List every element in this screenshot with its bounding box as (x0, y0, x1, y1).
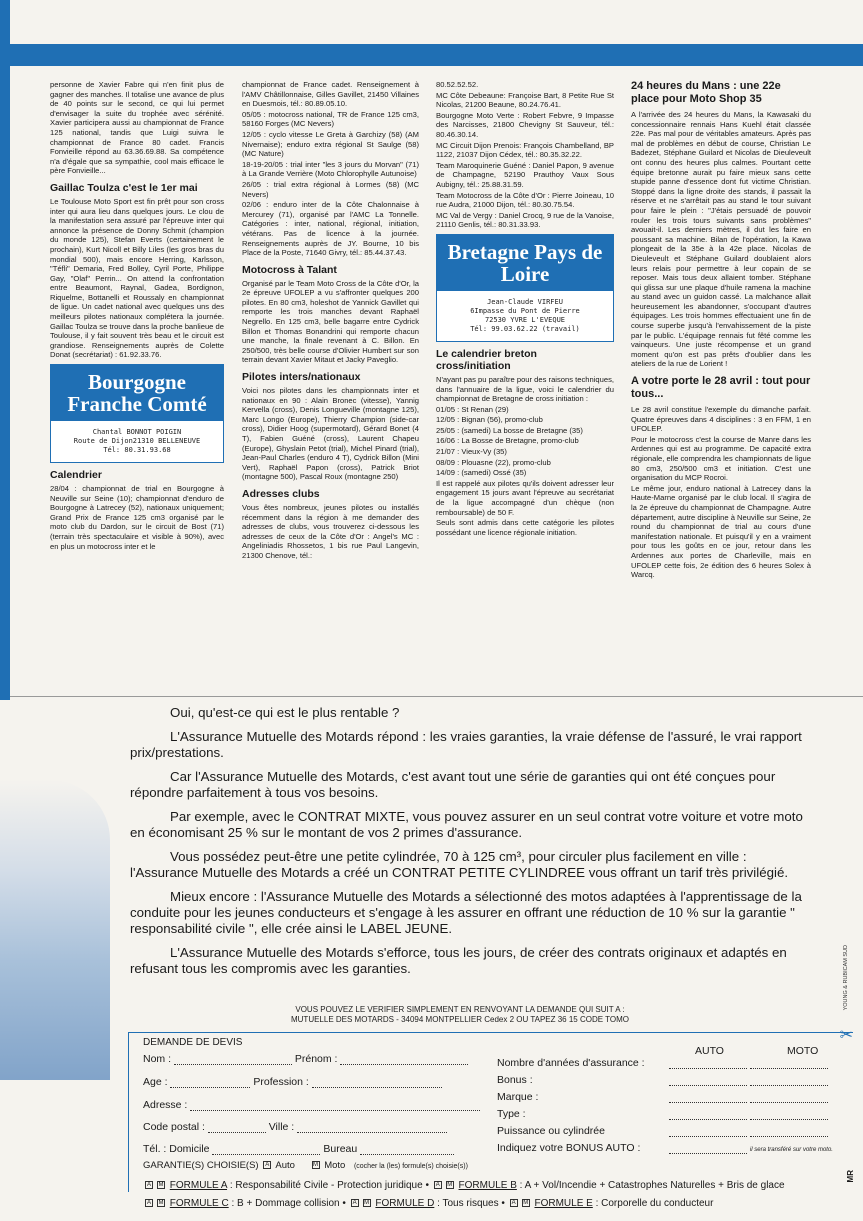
prenom-field[interactable] (340, 1055, 468, 1065)
code-postal-field[interactable] (208, 1123, 266, 1133)
ville-field[interactable] (297, 1123, 447, 1133)
ad-paragraph: Mieux encore : l'Assurance Mutuelle des Motards a sélectionné des motos adaptées à l'apprentissage de la conduite pour les jeunes conducteurs et s'engage à les assurer en offrant une réduction de 10 % sur la garantie " responsabilité civile ", elle crée ainsi le LABEL JEUNE. (130, 889, 802, 936)
bonus-auto-label: Indiquez votre BONUS AUTO : (497, 1142, 641, 1154)
formule-e-desc: : Corporelle du conducteur (595, 1198, 714, 1209)
col-moto-label: MOTO (787, 1045, 819, 1057)
verify-line: MUTUELLE DES MOTARDS - 34094 MONTPELLIER Cedex 2 OU TAPEZ 36 15 CODE TOMO (290, 1015, 630, 1024)
verify-notice (200, 1005, 720, 1025)
paragraph: Team Maroquinerie Guéné : Daniel Papon, 9 avenue de Champagne, 52190 Prauthoy Vaux Sous Aubigny, tél.: 25.88.31.59. (436, 160, 614, 189)
contact-line: 72530 YVRE L'EVEQUE (484, 315, 566, 324)
top-color-band (10, 44, 863, 66)
profession-label: Profession : (253, 1076, 309, 1088)
calendar-entry: 25/05 : (samedi) La bosse de Bretagne (35) (436, 425, 583, 435)
tel-label: Tél. : Domicile (143, 1143, 210, 1155)
annees-moto-field[interactable] (750, 1059, 828, 1069)
motorcyclist-photo (0, 780, 110, 1080)
paragraph: 26/05 : trial extra régional à Lormes (58) (MC Nevers) (242, 179, 419, 199)
formule-c-auto-checkbox[interactable]: A (146, 1200, 151, 1207)
paragraph: 18-19-20/05 : trial inter "les 3 jours du Morvan" (71) à La Grande Verrière (Moto Chlorophylle Autunoise) (242, 159, 419, 179)
paragraph: MC Circuit Dijon Prenois: François Chambelland, BP 1122, 21037 Dijon Cédex, tél.: 80.35.32.22. (436, 140, 614, 160)
paragraph: A l'arrivée des 24 heures du Mans, la Kawasaki du concessionnaire rennais Hans Kuehl était classée 22e. Pas mal pour de véritables amateurs. Après pas mal de problèmes en début de course, Christian Le Badezet, Stéphane Guilard et Nicolas de Dieuleveult ont connu des heures plus calmes. Pourtant cette équipe bretonne aurait pu faire mieux sans cette stupide panne d'essence dont fut victime Christian. Stoppé dans la ligne droite des stands, il passait la réserve et ne s'arrêtait pas au stand le tour suivant pour faire le plein : "J'étais persuadé de pouvoir rouler les trois tours suivants sans problèmes" avouait-il. Les derniers mètres, il dut les faire en poussant sa machine. Bilan de l'opération, la Kawa plongeait de la 35e à la 42e place. Nicolas de Dieuleveult et Stéphane Guilard doublaient alors leurs relais pour permettre à leur copain de se reposer. Mais tous deux allaient tomber. Stéphane qui glissa sur une plaque d'huile ramena la machine au stand avec un guidon cassé. La malchance allait heureusement les abandonner, s'occupant d'autres équipages. Les trois hommes effectuaient une fin de course superbe jusqu'à l'envahissement de la piste par le public. L'équipage rennais fut fêté comme les vainqueurs. Une juste récompense et un grand moment qu'on est pas prêts d'oublier dans les ateliers de la rue de Lorient ! (631, 110, 811, 369)
article-heading: Adresses clubs (242, 487, 320, 500)
prenom-label: Prénom : (294, 1053, 338, 1065)
ad-paragraph: Vous possédez peut-être une petite cylindrée, 70 à 125 cm³, pour circuler plus facilement en ville : l'Assurance Mutuelle des Motards a créé un CONTRAT PETITE CYLINDREE vous offrant un tarif très privilégié. (130, 849, 789, 880)
guarantee-choice-row (143, 1160, 468, 1171)
bureau-label: Bureau (323, 1143, 358, 1155)
paragraph: Le même jour, enduro national à Latrecey dans la Haute-Marne organisé par le club local. Il s'agira de la 2e épreuve du championnat de Champagne. Autre département, autre discipline à Neuville sur Seine, 2e round du championnat de trial au cours d'une manifestation nationale. Et puisqu'il y en a vraiment pour tous les goûts en ce jour, retour dans les Ardennes aux portes de Charleville, mais en UFOLEP cette fois, 2e édition des 6 heures Solex à Warcq. (631, 483, 811, 580)
formule-c-name: FORMULE C (169, 1198, 229, 1209)
guarantee-label: GARANTIE(S) CHOISIE(S) (143, 1160, 259, 1171)
cocher-note: (cocher la (les) formule(s) choisie(s)) (353, 1163, 468, 1170)
insurance-ad (130, 705, 810, 985)
nom-label: Nom : (143, 1053, 172, 1065)
puissance-moto-field[interactable] (750, 1127, 828, 1137)
ville-label: Ville : (268, 1121, 295, 1133)
paragraph: 28/04 : championnat de trial en Bourgogne à Neuville sur Seine (10); championnat d'enduro de Bourgogne à Latrecey (52), nationaux uniquement; Grand Prix de France 125 cm3 organisé par le moto club du Dardon, sur le circuit de Bost (71) (terrain très spectaculaire et visible à 90%), avec en plus un motocross inter et le (50, 484, 224, 551)
paragraph: Le 28 avril constitue l'exemple du dimanche parfait. Quatre épreuves dans 4 disciplines : 3 en FFM, 1 en UFOLEP. (631, 405, 811, 434)
formule-a-name: FORMULE A (169, 1180, 228, 1191)
formule-d-auto-checkbox[interactable]: A (352, 1200, 357, 1207)
article-heading: A votre porte le 28 avril : tout pour tous... (631, 375, 811, 401)
code-postal-label: Code postal : (143, 1121, 205, 1133)
paragraph: Pour le motocross c'est la course de Manre dans les Ardennes qui est au programme. De capacité extra régionale, elle comprendra les championnats de ligue 80 cm3, 250/500 cm3 et initiation. C'est une organisation du MCP Rocroi. (631, 434, 811, 483)
paragraph: MC Val de Vergy : Daniel Crocq, 9 rue de la Vanoise, 21110 Genlis, tél.: 80.31.33.93. (436, 210, 614, 230)
col-auto-label: AUTO (695, 1045, 724, 1057)
bonus-auto-value-field[interactable] (669, 1144, 747, 1154)
paragraph: 12/05 : cyclo vitesse Le Greta à Garchizy (58) (AM Nivernaise); enduro extra régional St Saulge (58) (MC Nature) (242, 129, 419, 159)
article-heading: Gaillac Toulza c'est le 1er mai (50, 181, 198, 194)
paragraph: Organisé par le Team Moto Cross de la Côte d'Or, la 2e épreuve UFOLEP a vu s'affronter quelques 200 pilotes. En 80 cm3, holeshot de Yannick Gavillet qui remporte les trois manches devant Raphaël Negrello. En 125 cm3, belle bagarre entre Cydrick Billon et Thomas Bonandrini qui remporte chacun une manche, la finale revenant à C. Billon. En 250/500, très belle course d'Olivier Humbert sur son terrain devant Xavier Mitaut et Jacky Paveglio. (242, 278, 419, 365)
calendar-entry: 08/09 : Plouasne (22), promo-club (436, 457, 551, 467)
column-3 (436, 80, 614, 692)
paragraph: Voici nos pilotes dans les championnats inter et nationaux en 90 : Alain Bronec (vitesse), Yannig Kervella (cross), Denis Longueville (montagne 125), Marc Longo (Europe), Thierry Champion (side-car cross), Didier Hoog (supermotard), Gérard Bonet (4 T), Fabien Guéné (cross), Laurent Chapeu (Europe), Ghyslain Petot (trial), Michel Pinard (trial), Jean-Paul Charles (enduro 4 T), Cydrick Billon (Mini Vert), Raphaël Papon (cross), Patrick Briot (montagne 500), Pascal Roux (montagne 250) (242, 386, 419, 482)
ad-paragraph: L'Assurance Mutuelle des Motards répond : les vraies garanties, la vraie défense de l'assuré, le vrai rapport prix/prestations. (130, 729, 802, 760)
marque-auto-field[interactable] (669, 1093, 747, 1103)
divider (10, 696, 863, 697)
paragraph: Seuls sont admis dans cette catégorie les pilotes possédant une licence régionale initiation. (436, 518, 614, 537)
paragraph: N'ayant pas pu paraître pour des raisons techniques, dans l'annuaire de la ligue, voici le calendrier du championnat de Bretagne de cross initiation : (436, 374, 614, 404)
region-title: Bourgogne Franche Comté (51, 365, 223, 421)
marque-moto-field[interactable] (750, 1093, 828, 1103)
formule-b-moto-checkbox[interactable]: M (447, 1182, 453, 1189)
formule-e-auto-checkbox[interactable]: A (511, 1200, 516, 1207)
formule-b-desc: : A + Vol/Incendie + Catastrophes Naturelles + Bris de glace (519, 1180, 785, 1191)
bonus-label: Bonus : (497, 1074, 533, 1086)
footer-mark: MR (846, 1170, 855, 1183)
paragraph: Il est rappelé aux pilotes qu'ils doivent adresser leur engagement 15 jours avant l'épreuve au secrétariat de la ligue accompagné d'un chèque (non remboursable) de 50 F. (436, 478, 614, 517)
profession-field[interactable] (312, 1078, 442, 1088)
puissance-label: Puissance ou cylindrée (497, 1125, 605, 1137)
adresse-field[interactable] (190, 1101, 480, 1111)
moto-checkbox[interactable]: M (313, 1162, 319, 1169)
transfer-note: il sera transféré sur votre moto. (749, 1147, 833, 1153)
tel-bureau-field[interactable] (360, 1145, 454, 1155)
agency-credit: YOUNG & RUBICAM SUD (843, 945, 849, 1011)
region-title: Bretagne Pays de Loire (437, 235, 613, 291)
article-heading: Motocross à Talant (242, 263, 337, 276)
ad-paragraph: Car l'Assurance Mutuelle des Motards, c'est avant tout une série de garanties qui ont été conçues pour répondre parfaitement à tous vos besoins. (130, 769, 776, 800)
verify-line: VOUS POUVEZ LE VERIFIER SIMPLEMENT EN RENVOYANT LA DEMANDE QUI SUIT A : (295, 1005, 625, 1014)
formule-c-desc: : B + Dommage collision • (231, 1198, 346, 1209)
contact-line: Chantal BONNOT POIGIN (92, 428, 182, 437)
contact-line: Jean-Claude VIRFEU (487, 297, 563, 306)
age-label: Age : (143, 1076, 168, 1088)
paragraph: 05/05 : motocross national, TR de France 125 cm3, 58160 Forges (MC Nevers) (242, 109, 419, 129)
scissors-icon: ✂ (839, 1027, 853, 1044)
formules-row-1 (143, 1180, 785, 1191)
formule-d-moto-checkbox[interactable]: M (364, 1200, 370, 1207)
article-heading: 24 heures du Mans : une 22e place pour Moto Shop 35 (631, 80, 781, 105)
calendar-entry: 21/07 : Vieux-Vy (35) (436, 447, 507, 457)
tel-domicile-field[interactable] (212, 1145, 320, 1155)
region-box-bretagne (436, 234, 614, 342)
region-contact (51, 421, 223, 462)
region-contact (437, 291, 613, 341)
article-heading: Pilotes inters/nationaux (242, 371, 361, 384)
formule-d-desc: : Tous risques • (437, 1198, 505, 1209)
paragraph: championnat de France cadet. Renseignement à l'AMV Châtillonnaise, Gilles Gavillet, 21450 Villaines en Duesmois, tél.: 80.89.05.10. (242, 80, 419, 109)
age-field[interactable] (170, 1078, 250, 1088)
bonus-auto-field[interactable] (669, 1076, 747, 1086)
region-box-bourgogne (50, 364, 224, 463)
calendar-entry: 14/09 : (samedi) Ossé (35) (436, 468, 527, 478)
formule-b-name: FORMULE B (458, 1180, 517, 1191)
formule-a-desc: : Responsabilité Civile - Protection juridique • (229, 1180, 429, 1191)
column-1 (50, 80, 224, 692)
paragraph: personne de Xavier Fabre qui n'en finit plus de gagner des manches. Il totalise une avance de plus de 40 points sur le second, ce qui lui permet d'envisager la suite du trophée avec sérénité. Xavier participera aussi au championnat de France 125 national, tandis que Luigi suivra le championnat de France 80 cadet. Francis Fonvieille répond au 63.36.69.88. Sa compétence n'a d'égale que sa sympathie, cool mais efficace le père Fonvieille... (50, 80, 224, 176)
column-2 (242, 80, 419, 692)
paragraph: MC Côte Debeaune: Françoise Bart, 8 Petite Rue St Nicolas, 21200 Beaune, 80.24.76.41. (436, 90, 614, 110)
puissance-auto-field[interactable] (669, 1127, 747, 1137)
left-color-band (0, 0, 10, 700)
form-title: DEMANDE DE DEVIS (143, 1037, 243, 1048)
ad-paragraph: Par exemple, avec le CONTRAT MIXTE, vous pouvez assurer en un seul contrat votre voiture et votre moto en économisant 25 % sur le montant de vos 2 primes d'assurance. (130, 809, 803, 840)
ad-paragraph: Oui, qu'est-ce qui est le plus rentable ? (170, 705, 400, 720)
formule-b-auto-checkbox[interactable]: A (435, 1182, 440, 1189)
auto-checkbox[interactable]: A (265, 1162, 270, 1169)
calendar-entry: 01/05 : St Renan (29) (436, 404, 509, 414)
nom-field[interactable] (174, 1055, 292, 1065)
formule-a-moto-checkbox[interactable]: M (158, 1182, 164, 1189)
type-moto-field[interactable] (750, 1110, 828, 1120)
annees-auto-field[interactable] (669, 1059, 747, 1069)
paragraph: Le Toulouse Moto Sport est fin prêt pour son cross inter qui aura lieu dans quelques jours. Le clou de la manifestation sera assuré par l'épreuve inter qui annonce la présence de Donny Schmit (champion du monde 125), Stefan Everts (certainement le prochain), Kurt Nicoll et Billy Liles (les gros bras du mondial 500), mais encore Herring, Karlsson, "Téfli" Demaria, Fred Bolley, Cyril Porte, Philippe Gay, "Olaf" Perrin... On attend la confrontation entre Beaumont, Raynal, Gadea, Bordignon, Riquelme, Bottanelli et Roussaly en championnat de ligue. Un cadet national avec quelques uns des meilleurs pilotes nationaux complétera la journée. Gaillac Toulza se trouve dans la proche banlieue de Toulouse, il y fait souvent très beau et le circuit est grandiose. Renseignements auprès de Colette Donat (secrétariat) : 61.92.33.76. (50, 196, 224, 360)
marque-label: Marque : (497, 1091, 539, 1103)
formule-a-auto-checkbox[interactable]: A (146, 1182, 151, 1189)
formule-e-moto-checkbox[interactable]: M (523, 1200, 529, 1207)
paragraph: Vous êtes nombreux, jeunes pilotes ou installés récemment dans la région à me demander des adresses de clubs, vous trouverez ci-dessous les adresses de ceux de la Côte d'Or : Angel's MC : Angeliniadis Rhossetos, 1 bis rue Paul Langevin, 21300 Chenove, tél.: (242, 502, 419, 560)
calendar-entry: 12/05 : Bignan (56), promo-club (436, 415, 543, 425)
bonus-moto-field[interactable] (750, 1076, 828, 1086)
column-4 (631, 80, 811, 692)
type-label: Type : (497, 1108, 526, 1120)
adresse-label: Adresse : (143, 1099, 188, 1111)
article-heading: Le calendrier breton cross/initiation (436, 347, 537, 372)
ad-paragraph: L'Assurance Mutuelle des Motards s'efforce, tous les jours, de créer des contrats originaux et adaptés en refusant tous les compromis avec les garanties. (130, 945, 787, 976)
type-auto-field[interactable] (669, 1110, 747, 1120)
formules-row-2 (143, 1198, 713, 1209)
paragraph: 80.52.52.52. (436, 80, 479, 89)
contact-line: Route de Dijon21310 BELLENEUVE (73, 437, 201, 446)
contact-line: Tél: 99.03.62.22 (travail) (470, 324, 580, 333)
paragraph: Team Motocross de la Côte d'Or : Pierre Joineau, 10 rue Audra, 21000 Dijon, tél.: 80.30.75.54. (436, 190, 614, 210)
moto-label: Moto (324, 1160, 346, 1171)
formule-d-name: FORMULE D (375, 1198, 435, 1209)
paragraph: 02/06 : enduro inter de la Côte Chalonnaise à Mercurey (71), organisé par l'AMC La Tonnelle. Catégories : inter, national, régional, initiation, vétérans. Pas de licence à la journée. Renseignements auprès de JY. Bourne, 10 bis Place de la Poste, 71640 Givry, tél.: 85.44.37.43. (242, 200, 419, 258)
auto-label: Auto (275, 1160, 295, 1171)
article-heading: Calendrier (50, 469, 102, 482)
paragraph: Bourgogne Moto Verte : Robert Febvre, 9 Impasse des Narcisses, 21800 Chevigny St Sauveur, tél.: 80.46.30.14. (436, 110, 614, 139)
annees-label: Nombre d'années d'assurance : (497, 1057, 645, 1069)
formule-c-moto-checkbox[interactable]: M (158, 1200, 164, 1207)
formule-e-name: FORMULE E (534, 1198, 593, 1209)
contact-line: 6Impasse du Pont de Pierre (470, 306, 580, 315)
calendar-entry: 16/06 : La Bosse de Bretagne, promo-club (436, 436, 579, 446)
contact-line: Tél: 80.31.93.68 (103, 446, 171, 455)
